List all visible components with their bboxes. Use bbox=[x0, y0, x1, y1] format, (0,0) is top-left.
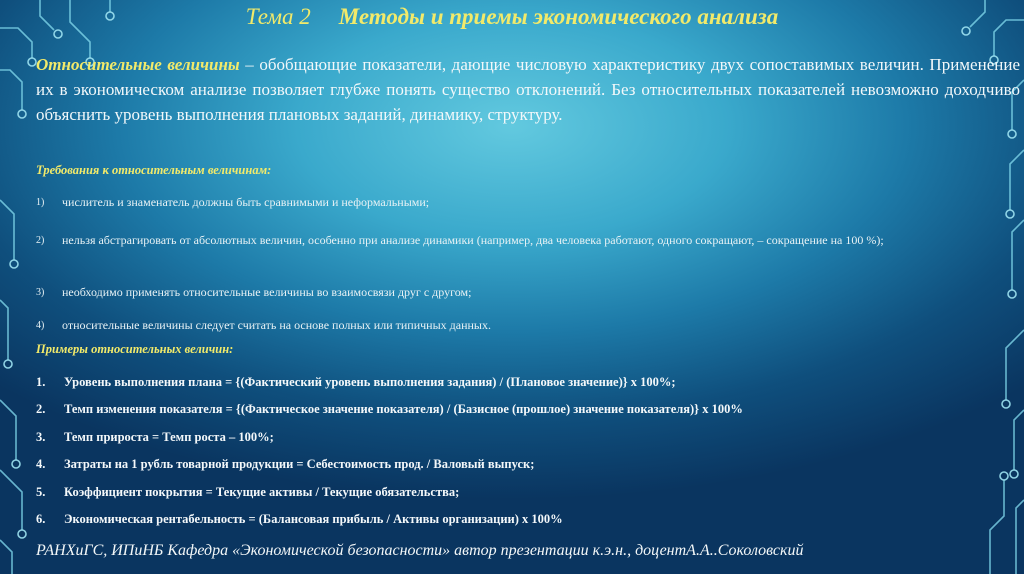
example-formula: Затраты на 1 рубль товарной продукции = Себестоимость прод. / Валовый выпуск; bbox=[64, 457, 535, 472]
example-formula: Темп изменения показателя = {(Фактическое значение показателя) / (Базисное (прошлое) значение показателя)} х 100% bbox=[64, 402, 743, 417]
footer-credits: РАНХиГС, ИПиНБ Кафедра «Экономической безопасности» автор презентации к.э.н., доцентА.А..Соколовский bbox=[36, 542, 804, 559]
example-formula: Коэффициент покрытия = Текущие активы / Текущие обязательства; bbox=[64, 484, 460, 499]
intro-term: Относительные величины bbox=[36, 55, 240, 74]
example-item bbox=[36, 484, 966, 511]
requirement-item bbox=[36, 231, 1006, 283]
example-formula: Темп прироста = Темп роста – 100%; bbox=[64, 429, 274, 444]
requirement-item bbox=[36, 283, 1006, 316]
example-number: 2. bbox=[36, 402, 46, 417]
example-number: 5. bbox=[36, 484, 46, 499]
example-item bbox=[36, 456, 966, 483]
requirement-item bbox=[36, 316, 1006, 340]
example-item bbox=[36, 401, 966, 428]
requirement-text: необходимо применять относительные величины во взаимосвязи друг с другом; bbox=[62, 285, 472, 299]
requirement-item bbox=[36, 193, 1006, 231]
example-number: 1. bbox=[36, 375, 46, 389]
requirement-text: относительные величины следует считать на основе полных или типичных данных. bbox=[62, 318, 491, 332]
intro-paragraph bbox=[36, 52, 1020, 127]
requirement-number: 3) bbox=[36, 287, 45, 298]
example-item bbox=[36, 511, 966, 538]
examples-list bbox=[36, 374, 966, 538]
examples-heading: Примеры относительных величин: bbox=[36, 342, 234, 356]
slide-title bbox=[0, 4, 1024, 30]
requirement-text: числитель и знаменатель должны быть сравнимыми и неформальными; bbox=[62, 195, 430, 209]
example-item bbox=[36, 374, 966, 401]
example-number: 4. bbox=[36, 457, 46, 472]
requirement-number: 4) bbox=[36, 320, 45, 331]
topic-title: Методы и приемы экономического анализа bbox=[338, 4, 779, 29]
intro-text: – обобщающие показатели, дающие числовую характеристику двух сопоставимых величин. Применение их в экономическом анализе позволяет глубже понять существо отклонений. Без относительных показателей невозможно доходчиво объяснить уровень выполнения плановых заданий, динамику, структуру. bbox=[36, 55, 1020, 124]
example-formula: Уровень выполнения плана = {(Фактический уровень выполнения задания) / (Плановое значение)} х 100%; bbox=[64, 375, 676, 389]
example-number: 3. bbox=[36, 429, 46, 444]
example-number: 6. bbox=[36, 511, 46, 526]
requirement-text: нельзя абстрагировать от абсолютных величин, особенно при анализе динамики (например, два человека работают, одного сокращают, – сокращение на 100 %); bbox=[62, 233, 884, 247]
requirements-list bbox=[36, 193, 1006, 340]
requirement-number: 2) bbox=[36, 235, 45, 246]
example-item bbox=[36, 429, 966, 456]
example-formula: Экономическая рентабельность = (Балансовая прибыль / Активы организации) х 100% bbox=[64, 511, 563, 526]
topic-number: Тема 2 bbox=[245, 4, 311, 29]
requirement-number: 1) bbox=[36, 197, 45, 208]
requirements-heading: Требования к относительным величинам: bbox=[36, 163, 272, 177]
